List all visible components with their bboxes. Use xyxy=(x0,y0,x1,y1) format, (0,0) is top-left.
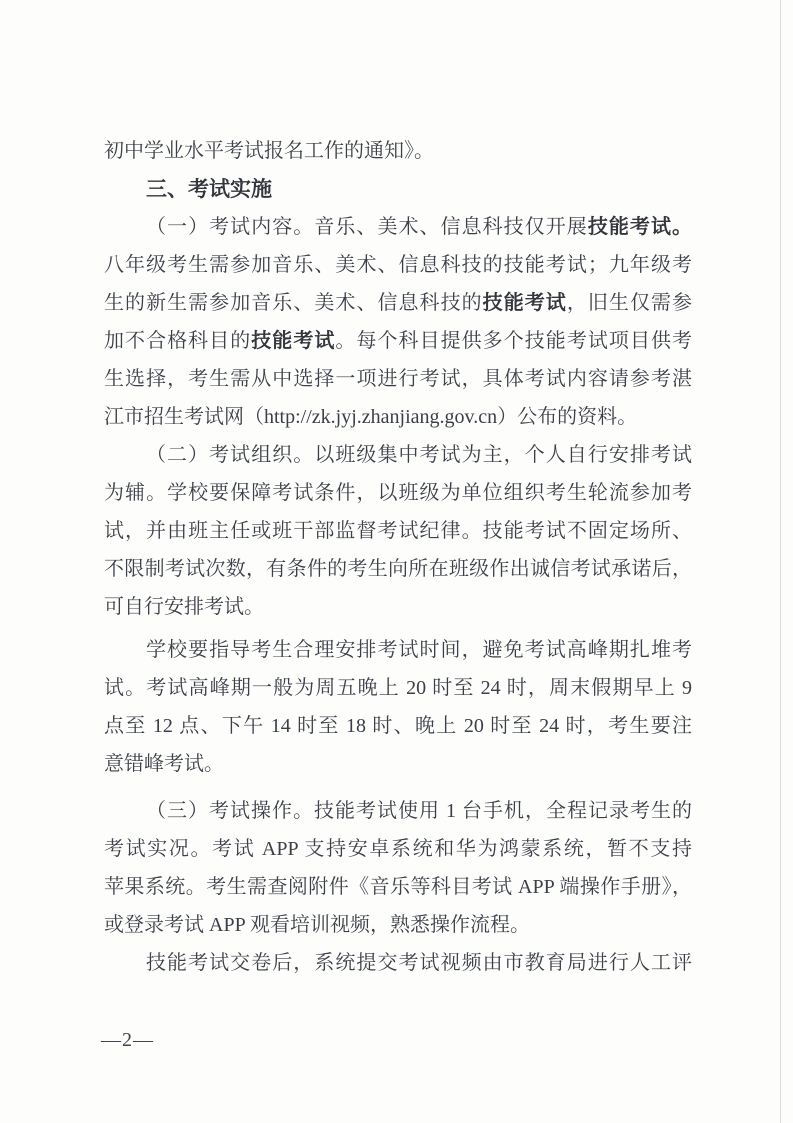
text-line xyxy=(104,284,692,322)
text-run: 可自行安排考试。 xyxy=(104,596,264,618)
text-line xyxy=(104,830,692,868)
text-line xyxy=(104,792,692,830)
text-line xyxy=(104,906,692,944)
text-run: 试。考试高峰期一般为周五晚上 20 时至 24 时，周末假期早上 9 xyxy=(104,677,692,699)
paragraph-heading-exam-implementation xyxy=(104,170,692,208)
text-run: 生选择，考生需从中选择一项进行考试，具体考试内容请参考湛 xyxy=(104,368,692,390)
text-line xyxy=(104,132,692,170)
text-line xyxy=(104,436,692,474)
paragraph-sec1-exam-content xyxy=(104,208,692,436)
bold-text-run: 技能考试 xyxy=(587,216,673,238)
text-line xyxy=(104,322,692,360)
text-line xyxy=(104,669,692,707)
text-run: 不限制考试次数，有条件的考生向所在班级作出诚信考试承诺后， xyxy=(104,558,692,580)
text-run: 或登录考试 APP 观看培训视频，熟悉操作流程。 xyxy=(104,914,530,936)
text-line xyxy=(104,512,692,550)
text-line xyxy=(104,360,692,398)
text-run: 试，并由班主任或班干部监督考试纪律。技能考试不固定场所、 xyxy=(104,520,692,542)
text-run: 为辅。学校要保障考试条件，以班级为单位组织考生轮流参加考 xyxy=(104,482,692,504)
text-line xyxy=(104,246,692,284)
text-run: （二）考试组织。以班级集中考试为主，个人自行安排考试 xyxy=(146,444,692,466)
bold-text-run: 技能考试 xyxy=(251,330,336,352)
text-run: 考试实况。考试 APP 支持安卓系统和华为鸿蒙系统，暂不支持 xyxy=(104,838,692,860)
text-run: 八年级考生需参加音乐、美术、信息科技的技能考试；九年级考 xyxy=(104,254,692,276)
text-run: 学校要指导考生合理安排考试时间，避免考试高峰期扎堆考 xyxy=(146,639,692,661)
text-run: 江市招生考试网（http://zk.jyj.zhanjiang.gov.cn）公布的资料。 xyxy=(104,406,638,428)
bold-text-run: 。 xyxy=(672,216,693,238)
paragraph-exam-peak-advice xyxy=(104,631,692,783)
text-line xyxy=(104,588,692,626)
text-line xyxy=(104,398,692,436)
text-run: （一）考试内容。音乐、美术、信息科技仅开展 xyxy=(146,216,588,238)
text-run: （三）考试操作。技能考试使用 1 台手机，全程记录考生的 xyxy=(146,800,692,822)
text-run: ，旧生仅需参 xyxy=(566,292,693,314)
bold-text-run: 三、考试实施 xyxy=(146,177,272,201)
text-run: 生的新生需参加音乐、美术、信息科技的 xyxy=(104,292,483,314)
paragraph-sec3-exam-operation xyxy=(104,792,692,944)
document-body xyxy=(104,132,692,982)
text-run: 加不合格科目的 xyxy=(104,330,252,352)
text-run: 。每个科目提供多个技能考试项目供考 xyxy=(335,330,693,352)
bold-text-run: 技能考试 xyxy=(482,292,567,314)
text-run: 初中学业水平考试报名工作的通知》。 xyxy=(104,140,434,162)
text-run: 苹果系统。考生需查阅附件《音乐等科目考试 APP 端操作手册》， xyxy=(104,876,692,898)
paragraph-continuation-bottom xyxy=(104,944,692,982)
paragraph-continuation-top xyxy=(104,132,692,170)
text-line xyxy=(104,208,692,246)
text-line xyxy=(104,745,692,783)
text-run: 技能考试交卷后，系统提交考试视频由市教育局进行人工评 xyxy=(146,952,692,974)
text-line xyxy=(104,474,692,512)
text-line xyxy=(104,170,692,208)
text-line xyxy=(104,631,692,669)
text-line xyxy=(104,944,692,982)
text-line xyxy=(104,707,692,745)
paragraph-sec2-exam-organization xyxy=(104,436,692,626)
text-line xyxy=(104,868,692,906)
page-number: —2— xyxy=(101,1029,154,1051)
scan-edge-line xyxy=(780,0,781,1123)
text-run: 点至 12 点、下午 14 时至 18 时、晚上 20 时至 24 时，考生要注 xyxy=(104,715,692,737)
text-line xyxy=(104,550,692,588)
text-run: 意错峰考试。 xyxy=(104,753,224,775)
